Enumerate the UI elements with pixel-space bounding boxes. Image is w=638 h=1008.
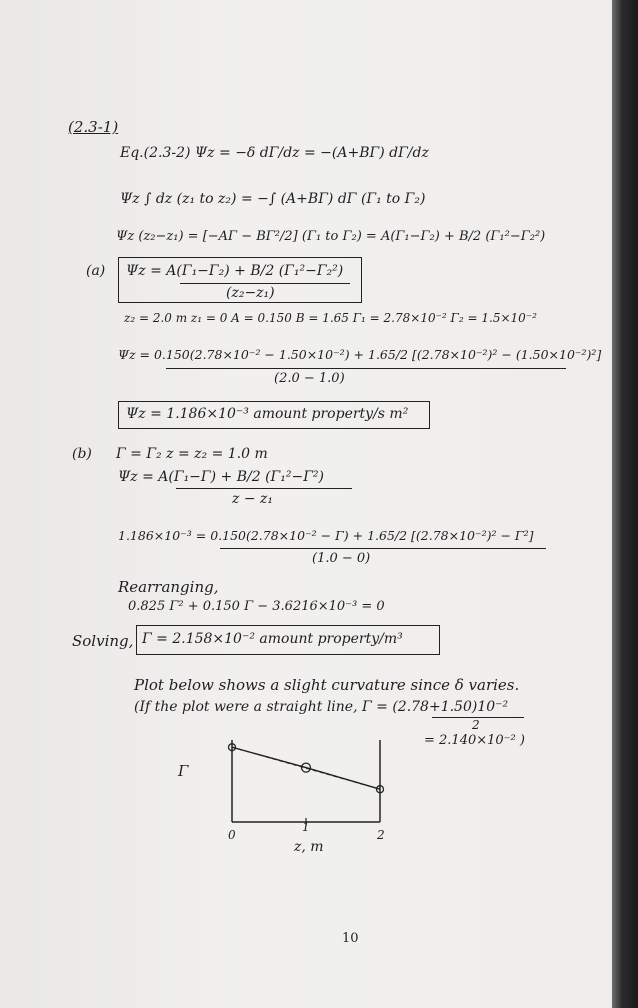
sketch-tick-2: 2 — [377, 828, 385, 842]
note-straight-line: (If the plot were a straight line, Γ = (2.78+1.50)10⁻² — [134, 699, 509, 715]
fraction-bar — [220, 548, 546, 549]
boxed-a-numerator: Ψz = A(Γ₁−Γ₂) + B/2 (Γ₁²−Γ₂²) — [126, 263, 344, 279]
fraction-bar — [176, 488, 352, 489]
binding-edge — [612, 0, 638, 1008]
given-values: z₂ = 2.0 m z₁ = 0 A = 0.150 B = 1.65 Γ₁ = 2.78×10⁻² Γ₂ = 1.5×10⁻² — [124, 311, 537, 325]
b-equation-denominator: z − z₁ — [232, 491, 273, 507]
numeric-a-numerator: Ψz = 0.150(2.78×10⁻² − 1.50×10⁻²) + 1.65/2 [(2.78×10⁻²)² − (1.50×10⁻²)²] — [118, 347, 602, 362]
quadratic-equation: 0.825 Γ² + 0.150 Γ − 3.6216×10⁻³ = 0 — [128, 599, 385, 614]
sketch-x-label: z, m — [294, 839, 324, 855]
integral-equation: Ψz ∫ dz (z₁ to z₂) = −∫ (A+BΓ) dΓ (Γ₁ to Γ₂) — [120, 191, 426, 207]
note-average: = 2.140×10⁻² ) — [424, 733, 525, 748]
integrated-equation: Ψz (z₂−z₁) = [−AΓ − BΓ²/2] (Γ₁ to Γ₂) = A(Γ₁−Γ₂) + B/2 (Γ₁²−Γ₂²) — [116, 229, 546, 244]
numeric-a-denominator: (2.0 − 1.0) — [274, 371, 345, 386]
part-b-label: (b) — [72, 446, 92, 462]
result-b: Γ = 2.158×10⁻² amount property/m³ — [142, 631, 403, 647]
sketch-plot — [222, 740, 422, 830]
sketch-tick-0: 0 — [228, 828, 236, 842]
page-number: 10 — [342, 931, 359, 946]
b-equation-numerator: Ψz = A(Γ₁−Γ) + B/2 (Γ₁²−Γ²) — [118, 469, 325, 485]
b-given: Γ = Γ₂ z = z₂ = 1.0 m — [116, 446, 268, 462]
fraction-bar — [166, 368, 566, 369]
rearranging-text: Rearranging, — [118, 578, 219, 596]
sketch-tick-1: 1 — [302, 820, 310, 834]
problem-label: (2.3-1) — [68, 118, 119, 136]
solving-text: Solving, — [72, 632, 134, 650]
sketch-y-label: Γ — [178, 762, 189, 780]
sketch-curve — [232, 747, 380, 789]
equation-reference: Eq.(2.3-2) Ψz = −δ dΓ/dz = −(A+BΓ) dΓ/dz — [120, 145, 429, 161]
boxed-a-denominator: (z₂−z₁) — [226, 285, 275, 301]
note-curvature: Plot below shows a slight curvature since δ varies. — [134, 676, 520, 694]
b-numeric-numerator: 1.186×10⁻³ = 0.150(2.78×10⁻² − Γ) + 1.65/2 [(2.78×10⁻²)² − Γ²] — [118, 528, 534, 543]
part-a-label: (a) — [86, 263, 106, 279]
note-denominator: 2 — [472, 718, 480, 732]
b-numeric-denominator: (1.0 − 0) — [312, 551, 371, 566]
result-a: Ψz = 1.186×10⁻³ amount property/s m² — [126, 406, 409, 422]
